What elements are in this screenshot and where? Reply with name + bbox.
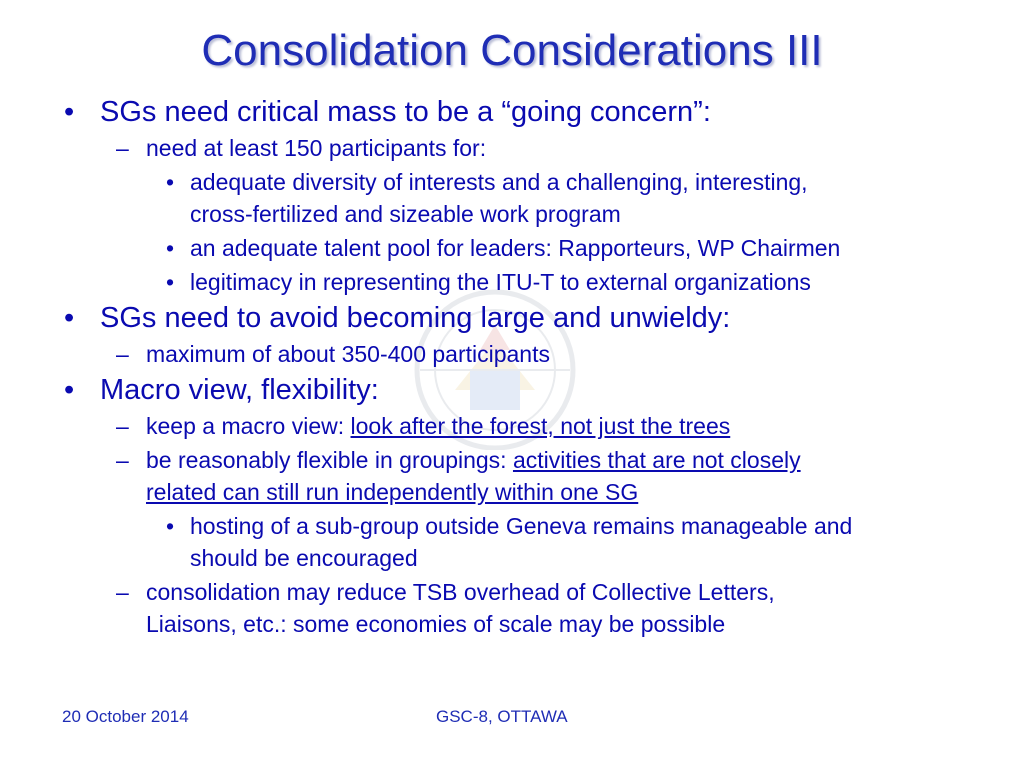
sub-sub-bullet-talent [0, 232, 1024, 264]
bullet-marker: • [166, 269, 175, 295]
sub-bullet-text: maximum of about 350-400 participants [146, 341, 550, 367]
sub-bullet-prefix: keep a macro view: [146, 413, 351, 439]
dash-marker: – [116, 579, 129, 605]
bullet-marker: • [166, 235, 175, 261]
bullet-macro-view [0, 372, 1024, 408]
sub-bullet-keep-macro [0, 410, 1024, 442]
bullet-avoid-large [0, 300, 1024, 336]
dash-marker: – [116, 135, 129, 161]
sub-bullet-flexible [0, 444, 1024, 508]
dash-marker: – [116, 413, 129, 439]
bullet-marker: • [64, 96, 75, 128]
sub-sub-bullet-hosting [0, 510, 1024, 574]
sub-bullet-participants [0, 132, 1024, 164]
sub-sub-bullet-text-cont: should be encouraged [190, 545, 418, 571]
sub-sub-bullet-legitimacy [0, 266, 1024, 298]
sub-bullet-text-cont: Liaisons, etc.: some economies of scale may be possible [146, 611, 726, 637]
sub-sub-bullet-text: legitimacy in representing the ITU-T to external organizations [190, 269, 811, 295]
sub-sub-bullet-text-cont: cross-fertilized and sizeable work program [190, 201, 621, 227]
bullet-marker: • [64, 302, 75, 334]
footer-meeting: GSC-8, OTTAWA [436, 707, 568, 726]
activities-link[interactable]: activities that are not closely [512, 447, 801, 473]
sub-bullet-consolidation [0, 576, 1024, 640]
sub-bullet-text: need at least 150 participants for: [146, 135, 487, 161]
bullet-marker: • [166, 169, 175, 195]
bullet-critical-mass [0, 94, 1024, 130]
activities-link-cont[interactable]: related can still run independently within one SG [146, 479, 639, 505]
bullet-marker: • [166, 513, 175, 539]
sub-bullet-prefix: be reasonably flexible in groupings: [146, 447, 513, 473]
footer-date: 20 October 2014 [62, 707, 189, 726]
sub-sub-bullet-text: hosting of a sub-group outside Geneva remains manageable and [190, 513, 853, 539]
bullet-text: SGs need to avoid becoming large and unwieldy: [100, 302, 731, 334]
dash-marker: – [116, 447, 129, 473]
sub-bullet-maximum [0, 338, 1024, 370]
sub-sub-bullet-diversity [0, 166, 1024, 230]
bullet-marker: • [64, 374, 75, 406]
forest-link[interactable]: look after the forest, not just the trees [350, 413, 731, 439]
dash-marker: – [116, 341, 129, 367]
sub-bullet-text: consolidation may reduce TSB overhead of Collective Letters, [146, 579, 775, 605]
slide-body [0, 94, 1024, 642]
sub-sub-bullet-text: adequate diversity of interests and a challenging, interesting, [190, 169, 808, 195]
slide-title: Consolidation Considerations III [201, 26, 823, 75]
bullet-text: SGs need critical mass to be a “going concern”: [100, 96, 711, 128]
sub-sub-bullet-text: an adequate talent pool for leaders: Rapporteurs, WP Chairmen [190, 235, 841, 261]
bullet-text: Macro view, flexibility: [100, 374, 379, 406]
